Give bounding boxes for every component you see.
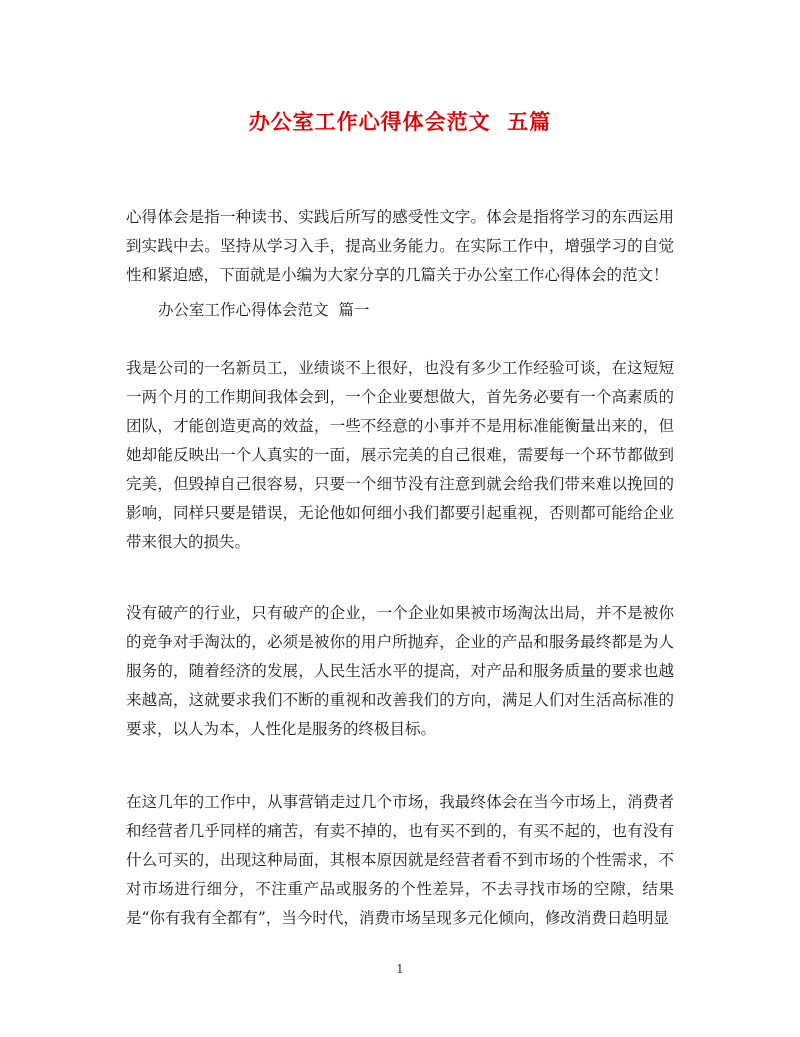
paragraph-3: 在这几年的工作中，从事营销走过几个市场，我最终体会在当今市场上，消费者和经营者几乎同样的痛苦，有卖不掉的，也有买不到的，有买不起的，也有没有什么可买的，出现这种局面，其根本原因就是经营者看不到市场的个性需求，不对市场进行细分，不注重产品或服务的个性差异，不去寻找市场的空隙，结果是“你有我有全都有”，当今时代，消费市场呈现多元化倾向，修改消费日趋明显 (126, 793, 674, 927)
paragraph-2: 没有破产的行业，只有破产的企业，一个企业如果被市场淘汰出局，并不是被你的竞争对手淘汰的，必须是被你的用户所抛弃，企业的产品和服务最终都是为人服务的，随着经济的发展，人民生活水平的提高，对产品和服务质量的要求也越来越高，这就要求我们不断的重视和改善我们的方向，满足人们对生活高标准的要求，以人为本，人性化是服务的终极目标。 (126, 604, 674, 738)
page-number: 1 (396, 962, 404, 976)
paragraph-1: 我是公司的一名新员工，业绩谈不上很好，也没有多少工作经验可谈，在这短短一两个月的工作期间我体会到，一个企业要想做大，首先务必要有一个高素质的团队，才能创造更高的效益，一些不经意的小事并不是用标准能衡量出来的，但她却能反映出一个人真实的一面，展示完美的自己很难，需要每一个环节都做到完美，但毁掉自己很容易，只要一个细节没有注意到就会给我们带来难以挽回的影响，同样只要是错误，无论他如何细小我们都要引起重视，否则都可能给企业带来很大的损失。 (126, 359, 674, 551)
intro-paragraph: 心得体会是指一种读书、实践后所写的感受性文字。体会是指将学习的东西运用到实践中去。坚持从学习入手，提高业务能力。在实际工作中，增强学习的自觉性和紧迫感，下面就是小编为大家分享的几篇关于办公室工作心得体会的范文！ (126, 208, 674, 284)
document-title: 办公室工作心得体会范文 五篇 (248, 109, 552, 134)
section-heading: 办公室工作心得体会范文 篇一 (158, 301, 370, 319)
